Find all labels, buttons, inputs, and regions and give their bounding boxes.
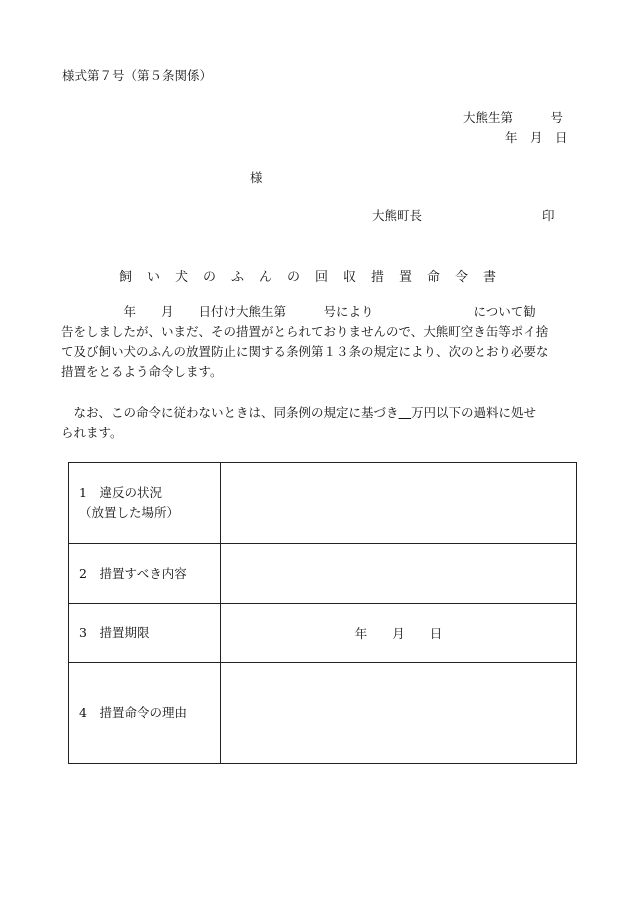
row-value-deadline: 年 月 日: [221, 604, 577, 663]
document-date: 年 月 日: [505, 130, 568, 145]
body-paragraph-penalty: [61, 403, 583, 443]
row-value-order-reason: [221, 663, 577, 764]
paragraph-line: られます。: [61, 425, 123, 440]
form-number: 様式第７号（第５条関係）: [62, 68, 213, 83]
issuer-name: 大熊町長: [372, 208, 423, 223]
paragraph-line: 告をしましたが、いまだ、その措置がとられておりませんので、大熊町空き缶等ポイ捨: [61, 324, 549, 339]
row-label-required-measures: 2 措置すべき内容: [69, 544, 221, 604]
row-label-violation-status: 1 違反の状況 （放置した場所）: [69, 463, 221, 544]
row-value-violation-status: [221, 463, 577, 544]
table-row: [69, 663, 577, 764]
order-details-table: [68, 462, 577, 764]
body-paragraph-order: [61, 302, 583, 382]
row-label-deadline: 3 措置期限: [69, 604, 221, 663]
document-number: 大熊生第 号: [463, 110, 564, 125]
seal-mark: 印: [542, 208, 555, 223]
table-row: [69, 463, 577, 544]
document-title: 飼い犬のふんの回収措置命令書: [118, 270, 511, 285]
paragraph-line: 年 月 日付け大熊生第 号により について勧: [61, 304, 536, 319]
penalty-text-after: 万円以下の過料に処せ: [411, 405, 537, 420]
penalty-text-before: なお、この命令に従わないときは、同条例の規定に基づき: [61, 405, 399, 420]
addressee-honorific: 様: [250, 170, 263, 185]
table-row: [69, 604, 577, 663]
row-label-order-reason: 4 措置命令の理由: [69, 663, 221, 764]
paragraph-line: [61, 403, 583, 423]
table-row: [69, 544, 577, 604]
paragraph-line: 措置をとるよう命令します。: [61, 364, 223, 379]
fine-amount-blank: ＿: [398, 405, 412, 420]
paragraph-line: て及び飼い犬のふんの放置防止に関する条例第１３条の規定により、次のとおり必要な: [61, 344, 549, 359]
row-value-required-measures: [221, 544, 577, 604]
